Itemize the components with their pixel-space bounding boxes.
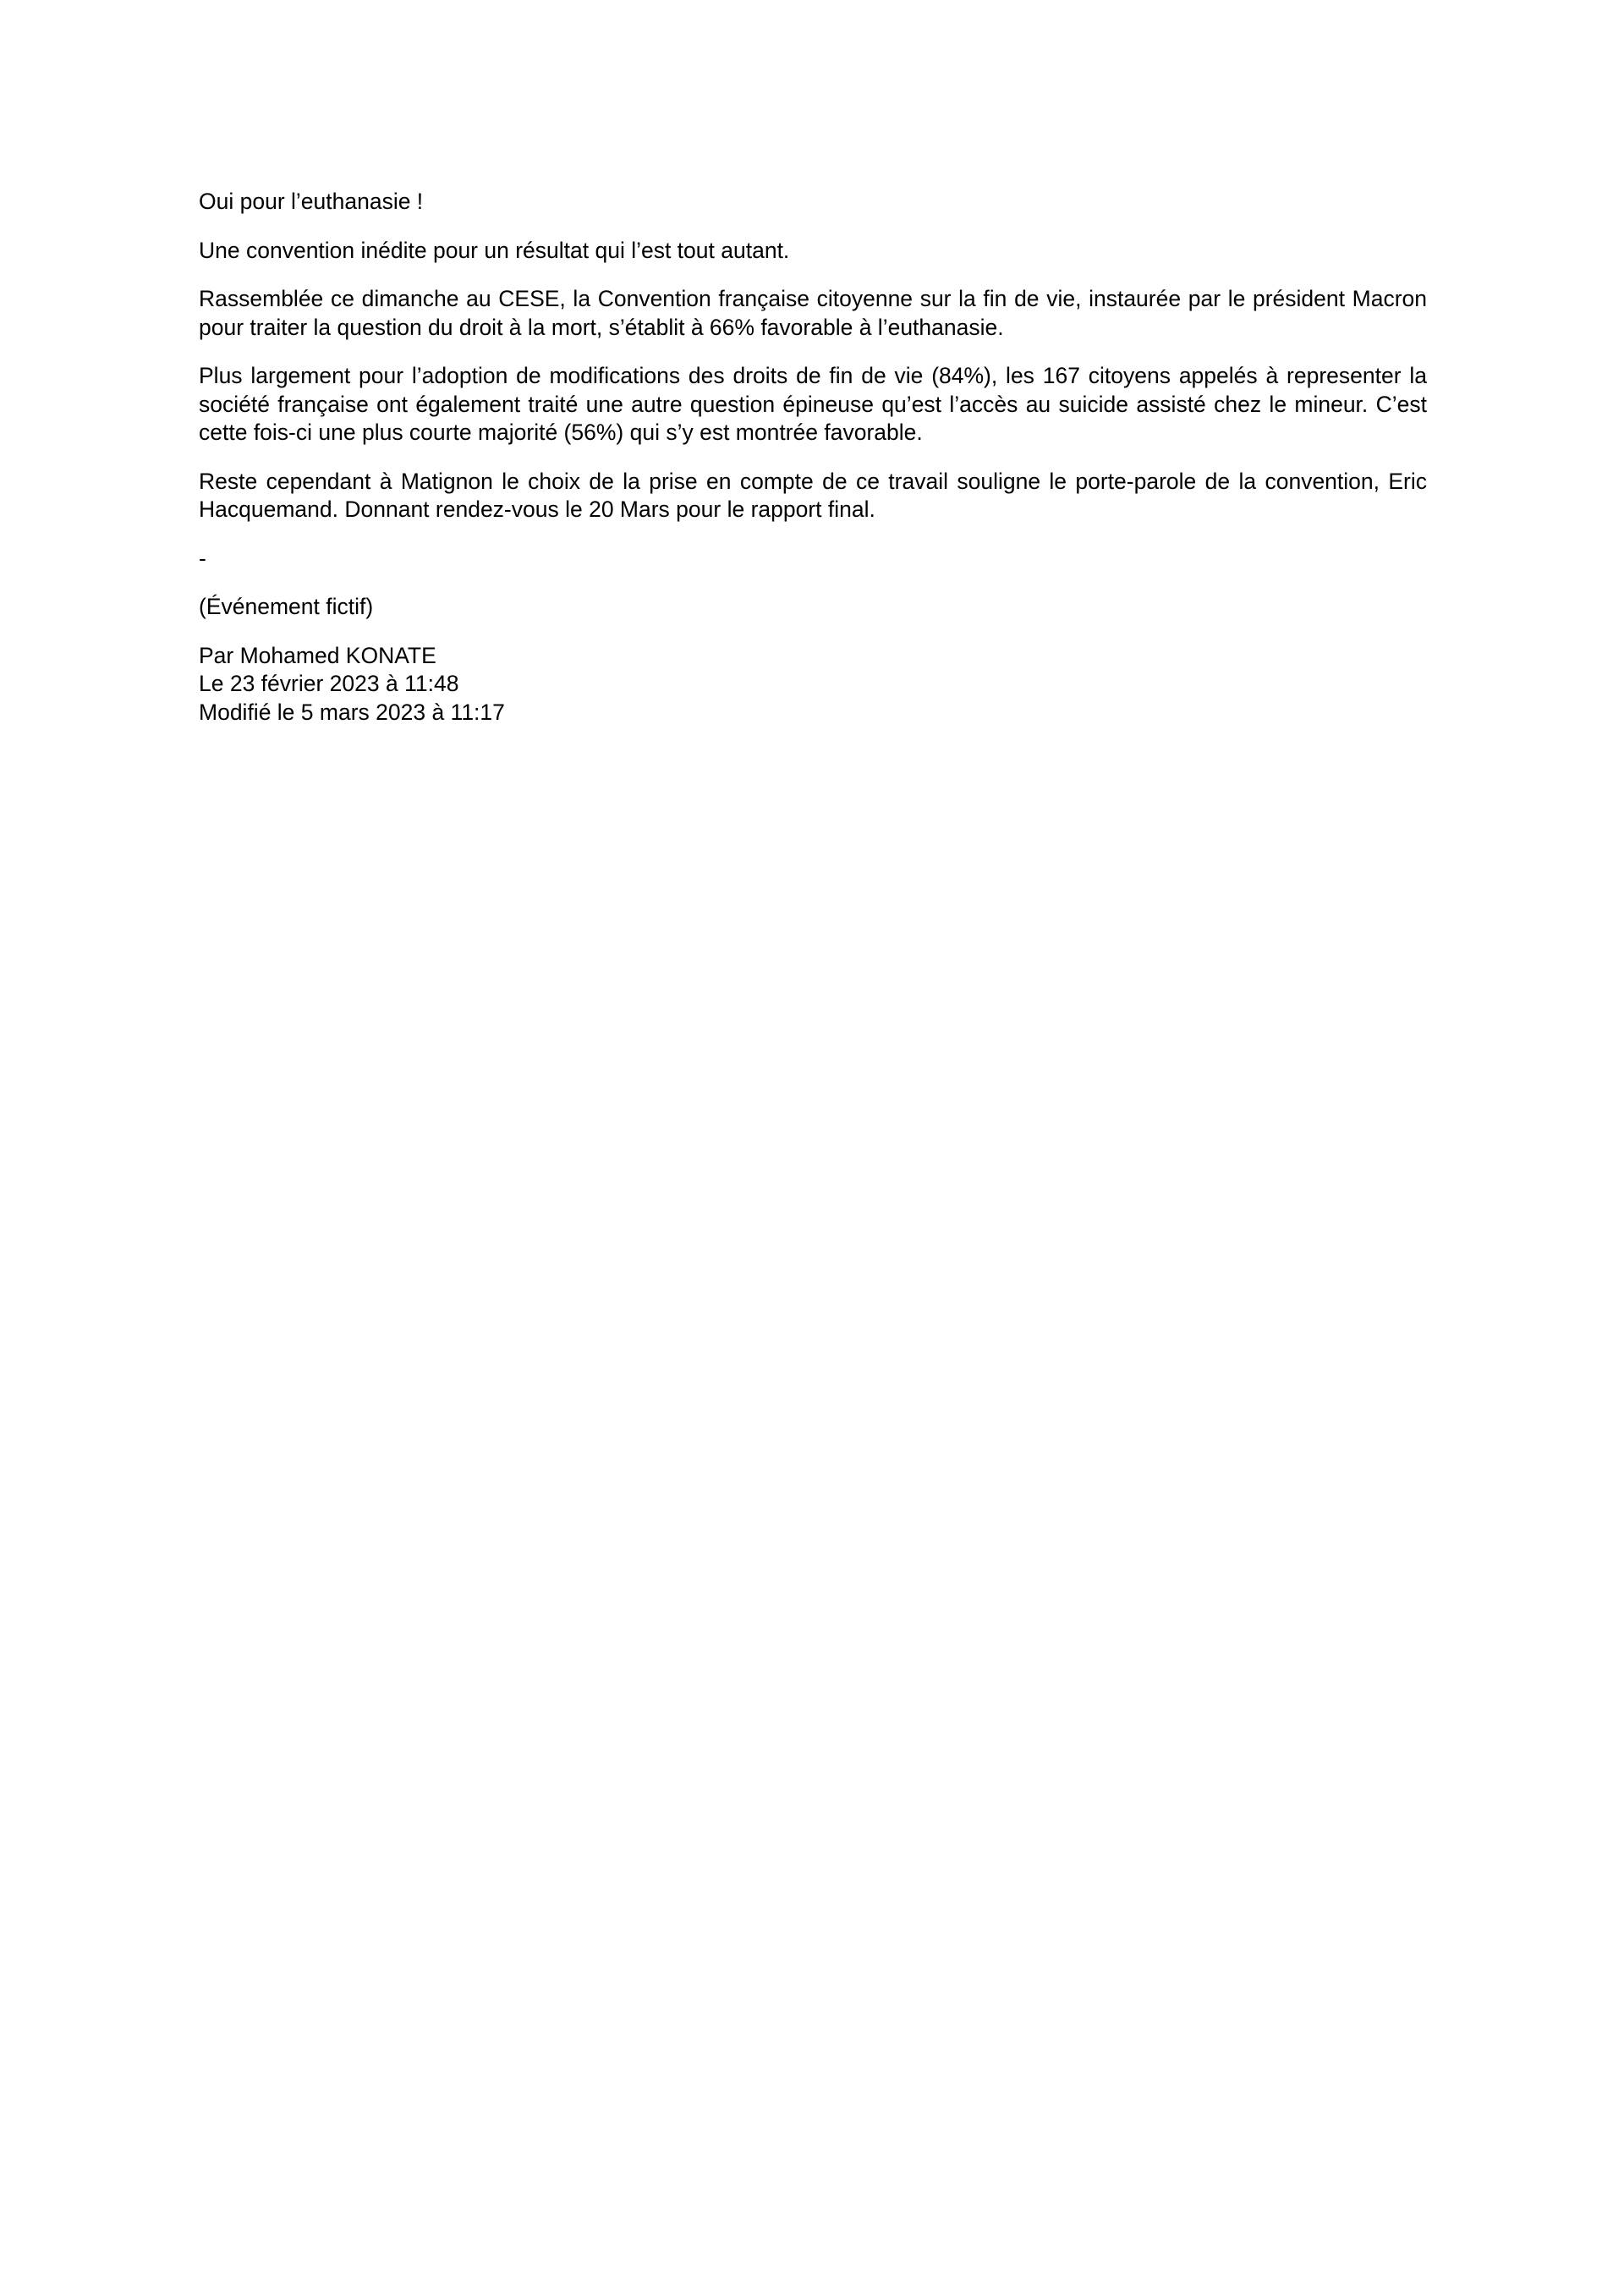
article-headline: Oui pour l’euthanasie !	[199, 189, 424, 214]
article-paragraph-2: Plus largement pour l’adoption de modifications des droits de fin de vie (84%), les 167 citoyens appelés à representer la société française ont également traité une autre question épineuse qu’est l’accès au suicide assisté chez le mineur. C’est cette fois-ci une plus courte majorité (56%) qui s’y est montrée favorable.	[199, 363, 1427, 445]
section-separator-dash: -	[199, 545, 206, 571]
document-text-body	[199, 188, 1427, 727]
byline-modified-date: Modifié le 5 mars 2023 à 11:17	[199, 699, 505, 725]
byline-published-date: Le 23 février 2023 à 11:48	[199, 671, 459, 696]
article-paragraph-1: Rassemblée ce dimanche au CESE, la Convention française citoyenne sur la fin de vie, instaurée par le président Macron pour traiter la question du droit à la mort, s’établit à 66% favorable à l’euthanasie.	[199, 286, 1427, 340]
article-lede: Une convention inédite pour un résultat qui l’est tout autant.	[199, 237, 790, 263]
byline-block	[199, 642, 1427, 727]
article-paragraph-3: Reste cependant à Matignon le choix de la prise en compte de ce travail souligne le porte-parole de la convention, Eric Hacquemand. Donnant rendez-vous le 20 Mars pour le rapport final.	[199, 468, 1427, 522]
byline-author: Par Mohamed KONATE	[199, 642, 436, 668]
fictional-event-note: (Événement fictif)	[199, 594, 374, 619]
